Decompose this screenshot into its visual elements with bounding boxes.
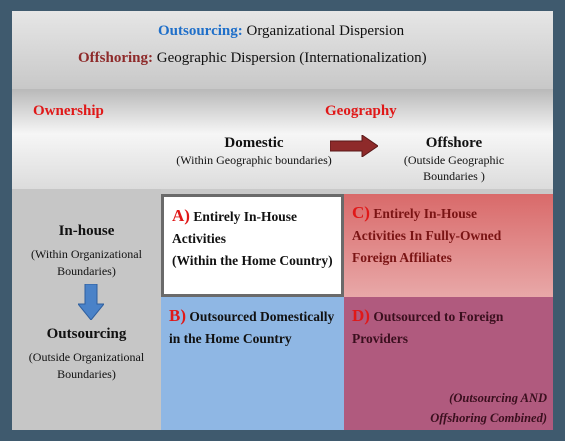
cell-c-line-2: Activities In Fully-Owned [352,228,502,243]
offshoring-term: Offshoring: [78,50,153,66]
cell-d-line-1: Outsourced to Foreign [373,309,504,324]
cell-b-letter: B) [169,306,186,325]
cell-a-letter: A) [172,206,190,225]
cell-c-line-3: Foreign Affiliates [352,250,452,265]
domestic-column-header [164,135,344,168]
cell-d-note-line-2: Offshoring Combined) [430,411,547,425]
offshoring-desc: Geographic Dispersion (Internationalization) [156,50,427,66]
diagram-frame [12,11,553,430]
cell-b-outsourced-domestic [161,297,344,430]
ownership-axis-label: Ownership [33,103,104,119]
cell-c-line-1: Entirely In-House [373,206,477,221]
outsourcing-row-header [12,326,161,383]
cell-b-line-2: in the Home Country [169,331,292,346]
outsourcing-subtitle-1: (Outside Organizational [28,350,145,364]
inhouse-title: In-house [58,223,115,239]
offshore-column-header [384,135,524,184]
domestic-title: Domestic [224,135,284,151]
geography-axis-label: Geography [325,103,397,119]
offshore-subtitle-2: Boundaries ) [423,169,485,183]
domestic-subtitle: (Within Geographic boundaries) [176,153,332,167]
arrow-down-icon [78,284,104,320]
cell-a-line-3: (Within the Home Country) [172,253,333,268]
inhouse-row-header [12,223,161,280]
cell-d-note-line-1: (Outsourcing AND [449,391,547,405]
outsourcing-definition [158,23,404,40]
cell-d-letter: D) [352,306,370,325]
cell-d-line-2: Providers [352,331,408,346]
cell-d-outsourced-offshore [344,297,553,430]
offshore-title: Offshore [425,135,483,151]
inhouse-subtitle-1: (Within Organizational [31,247,142,261]
offshore-subtitle-1: (Outside Geographic [403,153,505,167]
cell-a-inhouse-domestic [161,194,344,297]
cell-d-note [430,388,547,428]
cell-b-line-1: Outsourced Domestically [189,309,335,324]
inhouse-subtitle-2: Boundaries) [57,264,116,278]
outsourcing-title: Outsourcing [46,326,127,342]
outsourcing-term: Outsourcing: [158,23,243,39]
cell-c-letter: C) [352,203,370,222]
offshoring-definition [78,50,427,67]
cell-a-line-2: Activities [172,231,226,246]
outsourcing-subtitle-2: Boundaries) [57,367,116,381]
cell-a-line-1: Entirely In-House [193,209,297,224]
arrow-right-icon [330,135,378,157]
cell-c-inhouse-offshore [344,194,553,297]
outsourcing-desc: Organizational Dispersion [246,23,405,39]
